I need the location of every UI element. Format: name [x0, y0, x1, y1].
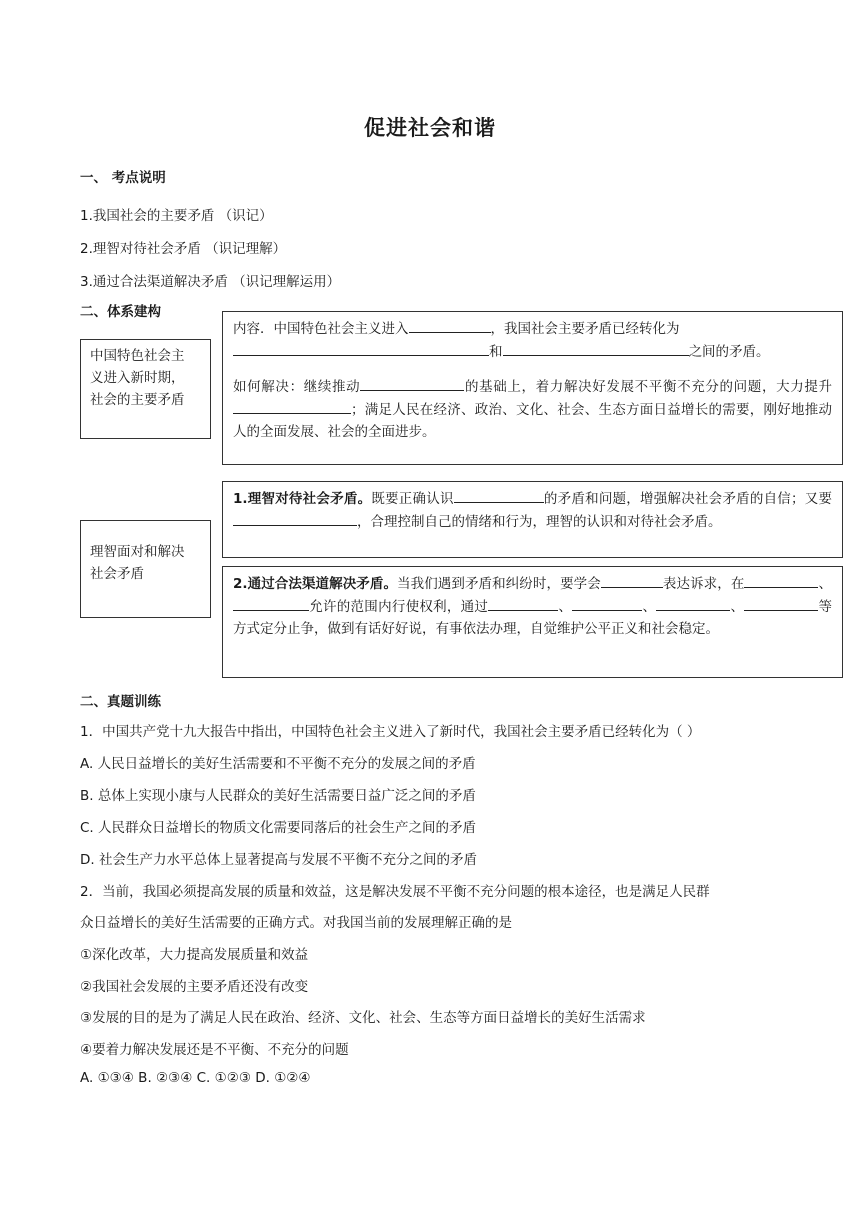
content-text: 当我们遇到矛盾和纠纷时，要学会 [397, 576, 601, 592]
content-text: 和 [489, 344, 503, 360]
content-bold-text: 2.通过合法渠道解决矛盾。 [233, 576, 398, 592]
content-paragraph [233, 317, 832, 363]
fill-blank [233, 510, 357, 526]
question-2-options: A. ①③④ B. ②③④ C. ①②③ D. ①②④ [80, 1070, 311, 1086]
content-text: 允许的范围内行使权利，通过 [309, 599, 489, 615]
question-2-item-1: ①深化改革，大力提高发展质量和效益 [80, 947, 309, 963]
question-2-item-3: ③发展的目的是为了满足人民在政治、经济、文化、社会、生态等方面日益增长的美好生活需求 [80, 1010, 646, 1026]
question-2-stem-line-1: 2．当前，我国必须提高发展的质量和效益，这是解决发展不平衡不充分问题的根本途径，也是满足人民群 [80, 884, 710, 900]
section-heading-zhenti: 二、真题训练 [80, 694, 161, 710]
page-title: 促进社会和谐 [364, 116, 496, 140]
content-text: 既要正确认识 [371, 491, 454, 507]
content-text: 如何解决：继续推动 [233, 379, 361, 395]
concept-label-line: 社会的主要矛盾 [90, 392, 185, 408]
content-text: 表达诉求，在 [662, 576, 745, 592]
concept-content-box-2 [222, 481, 843, 558]
section-heading-tixi: 二、体系建构 [80, 304, 161, 320]
fill-blank [488, 595, 558, 611]
question-1-option-c: C. 人民群众日益增长的物质文化需要同落后的社会生产之间的矛盾 [80, 820, 477, 836]
question-2-item-4: ④要着力解决发展还是不平衡、不充分的问题 [80, 1042, 349, 1058]
content-text: 之间的矛盾。 [688, 344, 770, 360]
fill-blank [503, 340, 689, 356]
content-text: 等方式定分止争，做到有话好好说，有事依法办理，自觉维护公平正义和社会稳定。 [233, 599, 833, 637]
fill-blank [656, 595, 730, 611]
content-text: ，合理控制自己的情绪和行为，理智的认识和对待社会矛盾。 [357, 514, 722, 530]
content-bold-text: 1.理智对待社会矛盾。 [233, 491, 372, 507]
fill-blank [454, 487, 544, 503]
concept-label-line: 社会矛盾 [90, 566, 144, 582]
question-2-stem-line-2: 众日益增长的美好生活需要的正确方式。对我国当前的发展理解正确的是 [80, 915, 512, 931]
concept-label-line: 中国特色社会主 [90, 348, 185, 364]
content-text: 、 [818, 576, 833, 592]
fill-blank [572, 595, 642, 611]
fill-blank [360, 375, 464, 391]
fill-blank [233, 340, 489, 356]
fill-blank [409, 317, 491, 333]
content-text: 、 [558, 599, 573, 615]
kaodian-item-1: 1.我国社会的主要矛盾 （识记） [80, 208, 273, 224]
content-text: 内容．中国特色社会主义进入 [233, 321, 409, 337]
content-text: 的矛盾和问题，增强解决社会矛盾的自信；又要 [543, 491, 832, 507]
content-text: 的基础上，着力解决好发展不平衡不充分的问题，大力提升 [464, 379, 833, 395]
concept-label-line: 理智面对和解决 [90, 544, 185, 560]
fill-blank [233, 398, 351, 414]
content-paragraph [233, 375, 832, 443]
fill-blank [744, 595, 818, 611]
content-text: 、 [730, 599, 745, 615]
question-2-item-2: ②我国社会发展的主要矛盾还没有改变 [80, 979, 309, 995]
kaodian-item-3: 3.通过合法渠道解决矛盾 （识记理解运用） [80, 274, 341, 290]
concept-label-box-2 [80, 520, 211, 618]
concept-content-box-1 [222, 311, 843, 465]
content-text: ，我国社会主要矛盾已经转化为 [490, 321, 680, 337]
question-1-option-b: B. 总体上实现小康与人民群众的美好生活需要日益广泛之间的矛盾 [80, 788, 476, 804]
question-1-option-a: A. 人民日益增长的美好生活需要和不平衡不充分的发展之间的矛盾 [80, 756, 476, 772]
concept-label-box-1 [80, 339, 211, 439]
content-text: 、 [642, 599, 657, 615]
concept-content-box-3 [222, 566, 843, 678]
question-1-stem: 1．中国共产党十九大报告中指出，中国特色社会主义进入了新时代，我国社会主要矛盾已经转化为（ ） [80, 724, 701, 740]
section-heading-kaodian: 一、 考点说明 [80, 170, 166, 186]
concept-label-line: 义进入新时期， [90, 370, 185, 386]
kaodian-item-2: 2.理智对待社会矛盾 （识记理解） [80, 241, 287, 257]
fill-blank [233, 595, 309, 611]
fill-blank [601, 572, 663, 588]
content-text: ；满足人民在经济、政治、文化、社会、生态方面日益增长的需要，刚好地推动人的全面发展、社会的全面进步。 [233, 402, 832, 440]
fill-blank [744, 572, 818, 588]
question-1-option-d: D. 社会生产力水平总体上显著提高与发展不平衡不充分之间的矛盾 [80, 852, 477, 868]
